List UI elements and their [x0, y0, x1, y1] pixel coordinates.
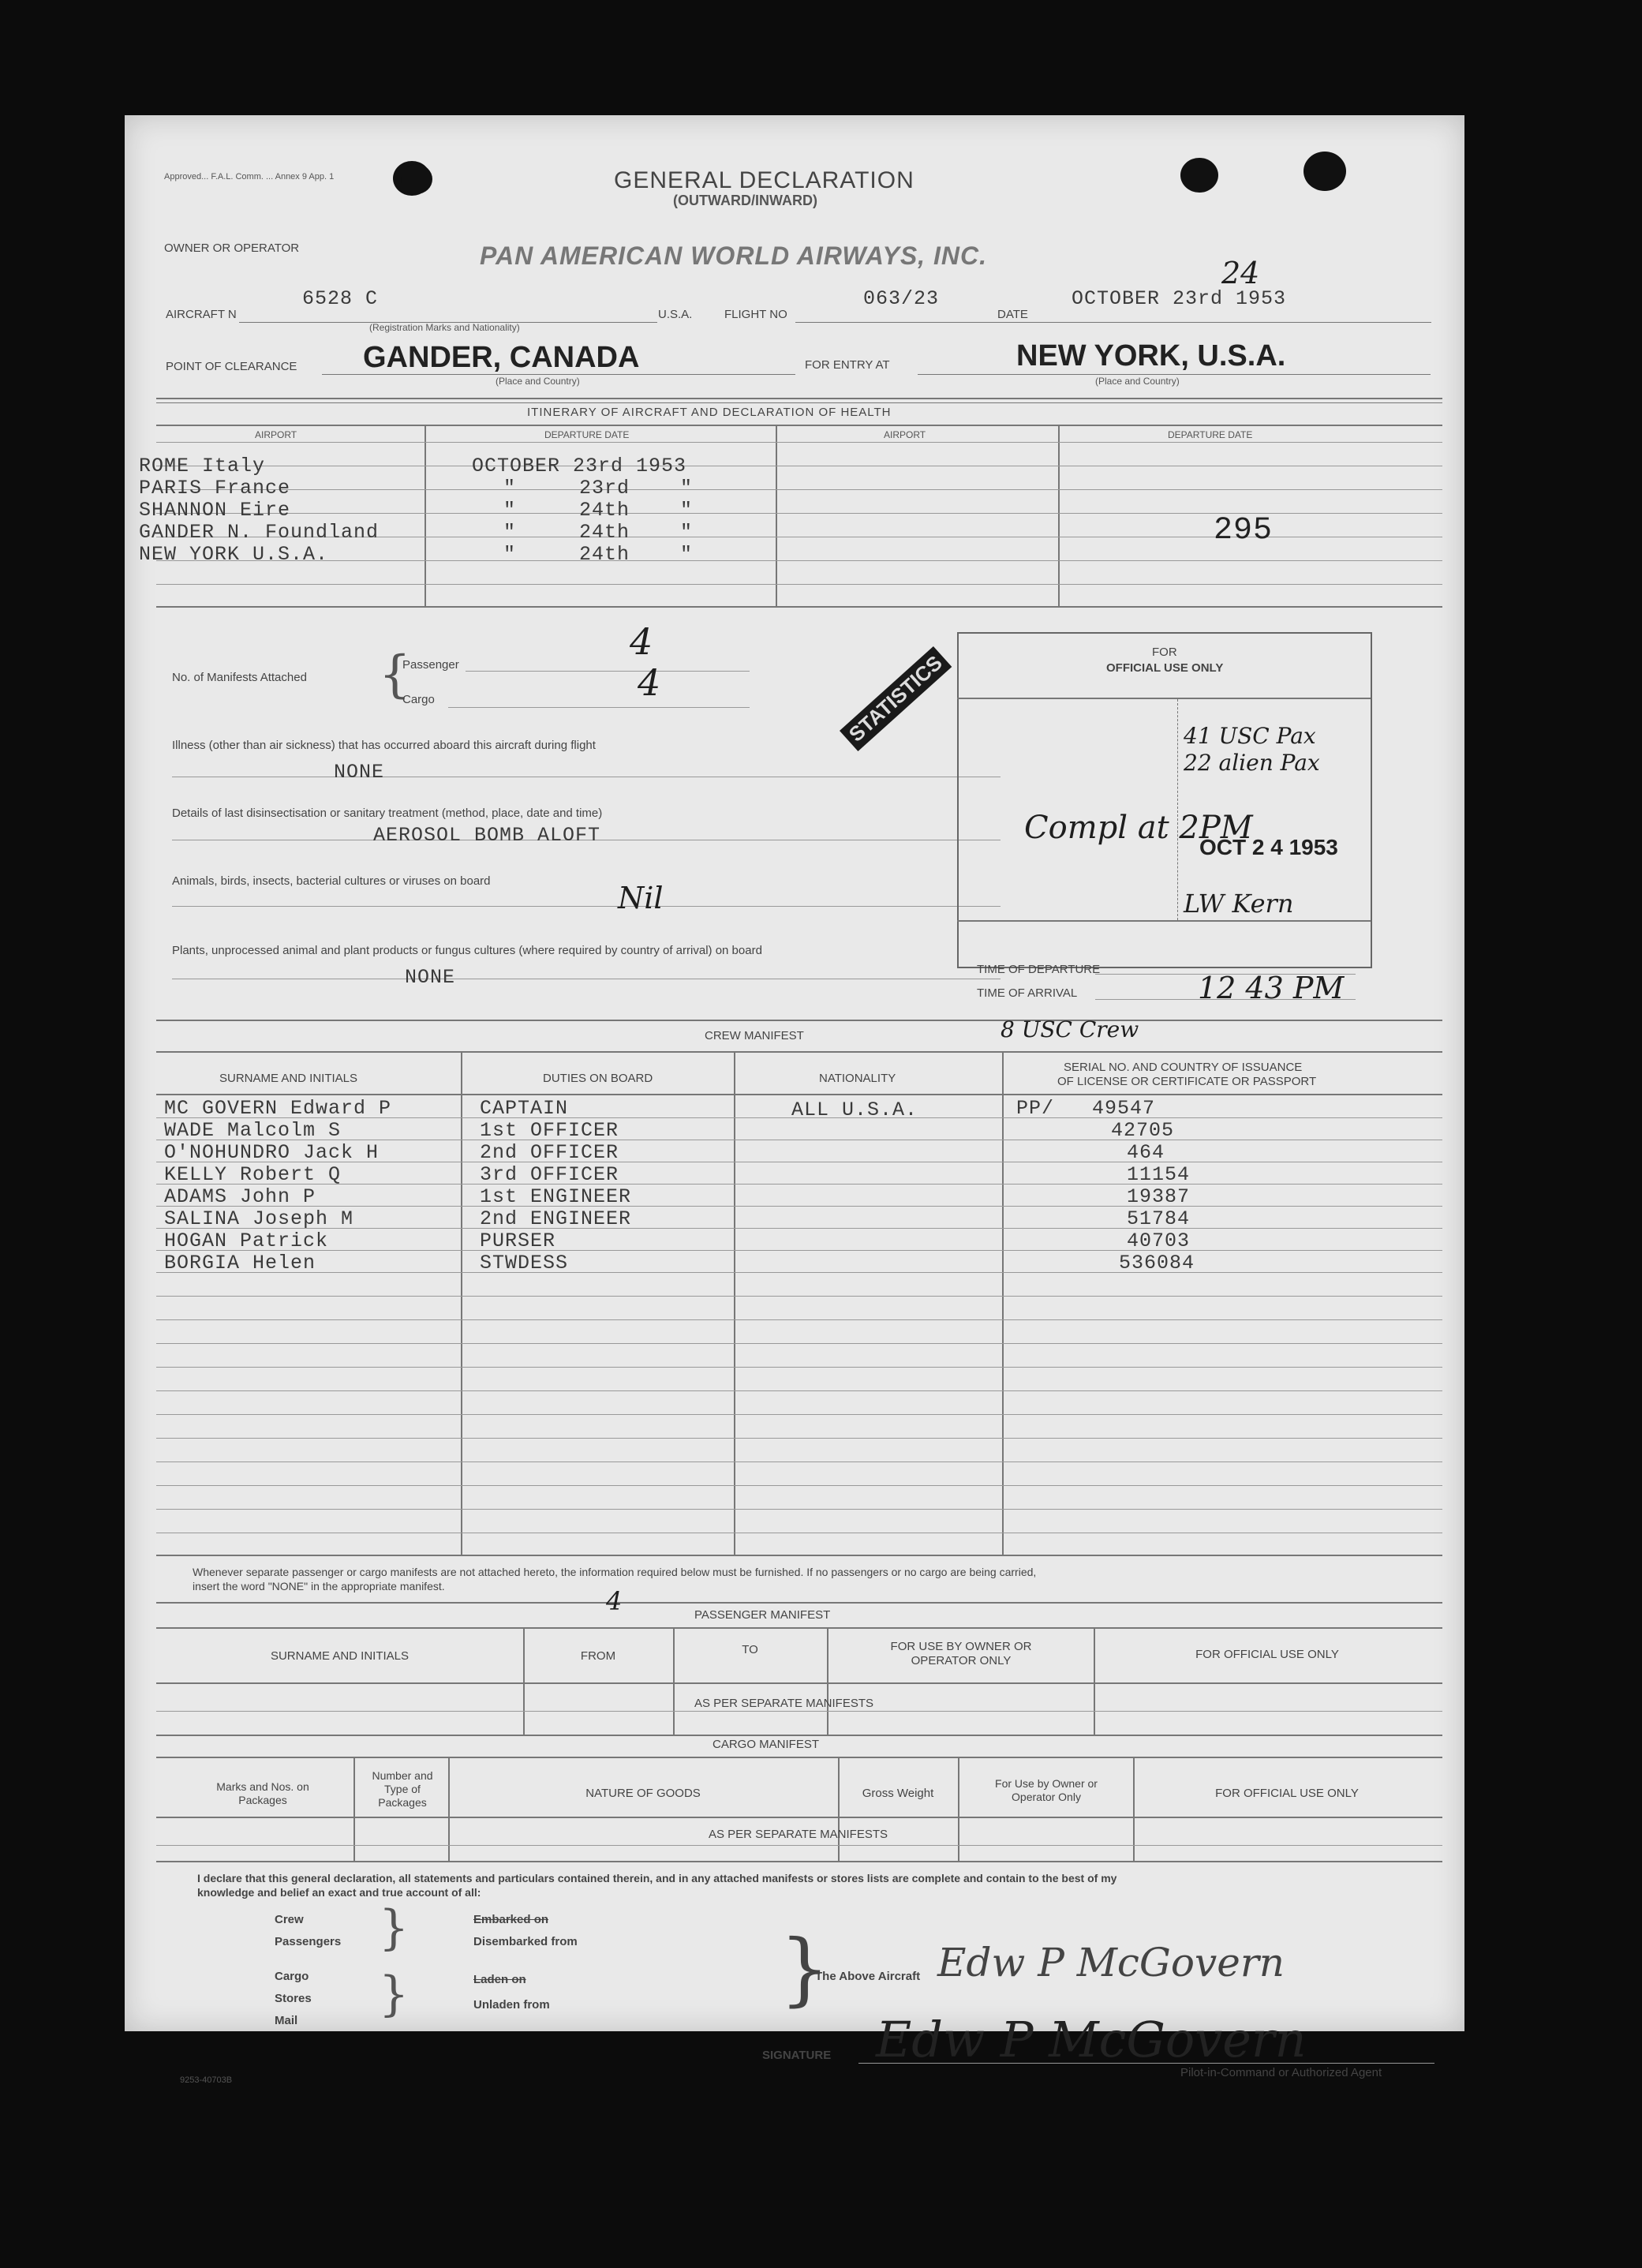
- crew-name: BORGIA Helen: [164, 1252, 316, 1274]
- stamp-number: 295: [1214, 513, 1274, 548]
- illness-label: Illness (other than air sickness) that has occurred aboard this aircraft during flight: [172, 739, 596, 752]
- crew-serial: 11154: [1127, 1163, 1191, 1186]
- col-departure-date-2: DEPARTURE DATE: [1168, 429, 1253, 440]
- passenger-separate: AS PER SEPARATE MANIFESTS: [694, 1697, 873, 1710]
- col-official: FOR OFFICIAL USE ONLY: [1195, 1648, 1339, 1661]
- col-surname: SURNAME AND INITIALS: [219, 1072, 358, 1085]
- itinerary-title: ITINERARY OF AIRCRAFT AND DECLARATION OF HEALTH: [527, 406, 892, 419]
- disembarked-label: Disembarked from: [473, 1935, 578, 1948]
- arrival-time: 12 43 PM: [1198, 971, 1345, 1005]
- itinerary-date: " 24th ": [503, 499, 694, 522]
- cargo-title: CARGO MANIFEST: [713, 1738, 820, 1751]
- crew-duty: 2nd ENGINEER: [480, 1207, 632, 1230]
- crew-duty: 3rd OFFICER: [480, 1163, 619, 1186]
- itinerary-airport: PARIS France: [139, 477, 291, 500]
- place-caption: (Place and Country): [496, 376, 580, 387]
- plants-label: Plants, unprocessed animal and plant products or fungus cultures (where required by country of arrival) on board: [172, 944, 762, 957]
- punch-hole: [1304, 152, 1346, 191]
- animals-value: Nil: [618, 881, 664, 915]
- crew-duty: 2nd OFFICER: [480, 1141, 619, 1164]
- registration-caption: (Registration Marks and Nationality): [369, 322, 520, 333]
- date-stamp: OCT 2 4 1953: [1199, 835, 1338, 859]
- declaration-passengers: Passengers: [275, 1935, 342, 1948]
- unladen-label: Unladen from: [473, 1998, 550, 2012]
- signature-label: SIGNATURE: [762, 2049, 832, 2062]
- crew-serial: 51784: [1127, 1207, 1191, 1230]
- crew-name: O'NOHUNDRO Jack H: [164, 1141, 380, 1164]
- cargo-count: 4: [638, 661, 661, 704]
- col-weight: Gross Weight: [862, 1787, 934, 1800]
- crew-name: ADAMS John P: [164, 1185, 316, 1208]
- above-aircraft: The Above Aircraft: [815, 1970, 921, 1983]
- col-to: TO: [742, 1643, 758, 1656]
- crew-serial: PP/ 49547: [1016, 1097, 1156, 1120]
- aircraft-value: 6528 C: [302, 287, 379, 310]
- crew-duty: 1st ENGINEER: [480, 1185, 632, 1208]
- col-marks: Marks and Nos. on Packages: [216, 1780, 309, 1806]
- crew-serial: 536084: [1119, 1252, 1195, 1274]
- signature-upper: Edw P McGovern: [937, 1940, 1285, 1985]
- date-correction: 24: [1221, 256, 1260, 290]
- cargo-label: Cargo: [402, 693, 435, 706]
- itinerary-airport: ROME Italy: [139, 455, 266, 477]
- col-nationality: NATIONALITY: [819, 1072, 896, 1085]
- col-departure-date: DEPARTURE DATE: [544, 429, 630, 440]
- col-official: FOR OFFICIAL USE ONLY: [1215, 1787, 1359, 1800]
- crew-annotation: 8 USC Crew: [1001, 1016, 1139, 1042]
- brace-icon: }: [379, 1900, 410, 1955]
- crew-duty: 1st OFFICER: [480, 1119, 619, 1142]
- arrival-time-label: TIME OF ARRIVAL: [977, 986, 1078, 1000]
- itinerary-airport: GANDER N. Foundland: [139, 521, 380, 544]
- brace-icon: }: [780, 1922, 830, 2015]
- declaration-form: [125, 115, 1464, 2085]
- col-duties: DUTIES ON BOARD: [543, 1072, 653, 1085]
- official-note: 41 USC Pax: [1184, 723, 1316, 749]
- manifest-note: insert the word "NONE" in the appropriate manifest.: [193, 1580, 445, 1592]
- clearance-value: GANDER, CANADA: [363, 341, 640, 374]
- embarked-label: Embarked on: [473, 1913, 549, 1926]
- col-serial: SERIAL NO. AND COUNTRY OF ISSUANCE: [1064, 1061, 1303, 1074]
- usa-label: U.S.A.: [658, 308, 693, 321]
- col-surname: SURNAME AND INITIALS: [270, 1649, 410, 1663]
- declaration-mail: Mail: [275, 2014, 298, 2027]
- col-from: FROM: [580, 1649, 616, 1663]
- col-airport-2: AIRPORT: [884, 429, 926, 440]
- cargo-separate: AS PER SEPARATE MANIFESTS: [709, 1828, 888, 1841]
- animals-label: Animals, birds, insects, bacterial cultures or viruses on board: [172, 874, 491, 888]
- crew-title: CREW MANIFEST: [705, 1029, 804, 1042]
- owner-label: OWNER OR OPERATOR: [164, 241, 300, 255]
- laden-label: Laden on: [473, 1973, 526, 1986]
- col-serial: OF LICENSE OR CERTIFICATE OR PASSPORT: [1057, 1075, 1317, 1088]
- col-owner: FOR USE BY OWNER OR OPERATOR ONLY: [890, 1640, 1032, 1667]
- declaration-text: knowledge and belief an exact and true account of all:: [197, 1886, 481, 1899]
- crew-name: MC GOVERN Edward P: [164, 1097, 392, 1120]
- crew-name: SALINA Joseph M: [164, 1207, 354, 1230]
- official-use-box: [957, 632, 1372, 968]
- illness-value: NONE: [334, 761, 385, 784]
- itinerary-airport: NEW YORK U.S.A.: [139, 543, 329, 566]
- crew-duty: PURSER: [480, 1229, 556, 1252]
- itinerary-date: OCTOBER 23rd 1953: [472, 455, 687, 477]
- itinerary-date: " 24th ": [503, 543, 694, 566]
- approval-note: Approved... F.A.L. Comm. ... Annex 9 App. 1: [164, 172, 335, 182]
- plants-value: NONE: [405, 966, 456, 989]
- crew-name: HOGAN Patrick: [164, 1229, 329, 1252]
- entry-value: NEW YORK, U.S.A.: [1016, 339, 1286, 372]
- col-nature: NATURE OF GOODS: [585, 1787, 701, 1800]
- place-caption: (Place and Country): [1095, 376, 1180, 387]
- disinsection-label: Details of last disinsectisation or sanitary treatment (method, place, date and time): [172, 807, 603, 820]
- crew-duty: STWDESS: [480, 1252, 569, 1274]
- entry-label: FOR ENTRY AT: [805, 358, 890, 372]
- departure-time-label: TIME OF DEPARTURE: [977, 963, 1101, 976]
- crew-serial: 464: [1127, 1141, 1165, 1164]
- declaration-text: I declare that this general declaration, all statements and particulars contained therein, and in any attached manifests or stores lists are complete and contain to the best of my: [197, 1872, 1117, 1884]
- declaration-cargo: Cargo: [275, 1970, 309, 1983]
- official-title: FOR: [1152, 646, 1177, 659]
- itinerary-date: " 23rd ": [503, 477, 694, 500]
- flight-label: FLIGHT NO: [724, 308, 787, 321]
- flight-number: 063/23: [863, 287, 940, 310]
- completion-note: Compl at 2PM: [1024, 810, 1253, 846]
- crew-serial: 40703: [1127, 1229, 1191, 1252]
- itinerary-date: " 24th ": [503, 521, 694, 544]
- official-title: OFFICIAL USE ONLY: [1106, 661, 1224, 675]
- crew-name: WADE Malcolm S: [164, 1119, 342, 1142]
- itinerary-airport: SHANNON Eire: [139, 499, 291, 522]
- signature: Edw P McGovern: [876, 2011, 1307, 2068]
- form-number: 9253-40703B: [180, 2075, 233, 2085]
- form-title: GENERAL DECLARATION: [614, 167, 915, 193]
- col-airport: AIRPORT: [255, 429, 297, 440]
- clearance-label: POINT OF CLEARANCE: [166, 360, 297, 373]
- disinsection-value: AEROSOL BOMB ALOFT: [373, 824, 601, 847]
- manifests-label: No. of Manifests Attached: [172, 671, 307, 684]
- punch-hole: [401, 164, 432, 194]
- punch-hole: [1180, 158, 1218, 193]
- col-owner: For Use by Owner or Operator Only: [995, 1777, 1098, 1803]
- brace-icon: {: [379, 646, 411, 704]
- crew-serial: 42705: [1111, 1119, 1175, 1142]
- declaration-crew: Crew: [275, 1913, 304, 1926]
- manifest-note: Whenever separate passenger or cargo manifests are not attached hereto, the information required below must be furnished. If no passengers or no cargo are being carried,: [193, 1566, 1037, 1578]
- official-note: 22 alien Pax: [1184, 750, 1320, 776]
- crew-nationality: ALL U.S.A.: [791, 1098, 918, 1121]
- date-label: DATE: [997, 308, 1028, 321]
- statistics-stamp: STATISTICS: [840, 646, 952, 751]
- col-number: Number and Type of Packages: [372, 1769, 433, 1809]
- pilot-label: Pilot-in-Command or Authorized Agent: [1180, 2066, 1382, 2079]
- passenger-count: 4: [630, 620, 653, 663]
- brace-icon: }: [379, 1967, 410, 2022]
- passenger-title: PASSENGER MANIFEST: [694, 1608, 831, 1622]
- official-initials: LW Kern: [1184, 889, 1294, 919]
- form-subtitle: (OUTWARD/INWARD): [673, 193, 817, 208]
- passenger-annotation: 4: [606, 1586, 623, 1616]
- date-value: OCTOBER 23rd 1953: [1072, 287, 1287, 310]
- aircraft-label: AIRCRAFT N: [166, 308, 237, 321]
- crew-name: KELLY Robert Q: [164, 1163, 342, 1186]
- crew-duty: CAPTAIN: [480, 1097, 569, 1120]
- passenger-label: Passenger: [402, 658, 459, 672]
- declaration-stores: Stores: [275, 1992, 312, 2005]
- owner-value: PAN AMERICAN WORLD AIRWAYS, INC.: [480, 241, 987, 270]
- crew-serial: 19387: [1127, 1185, 1191, 1208]
